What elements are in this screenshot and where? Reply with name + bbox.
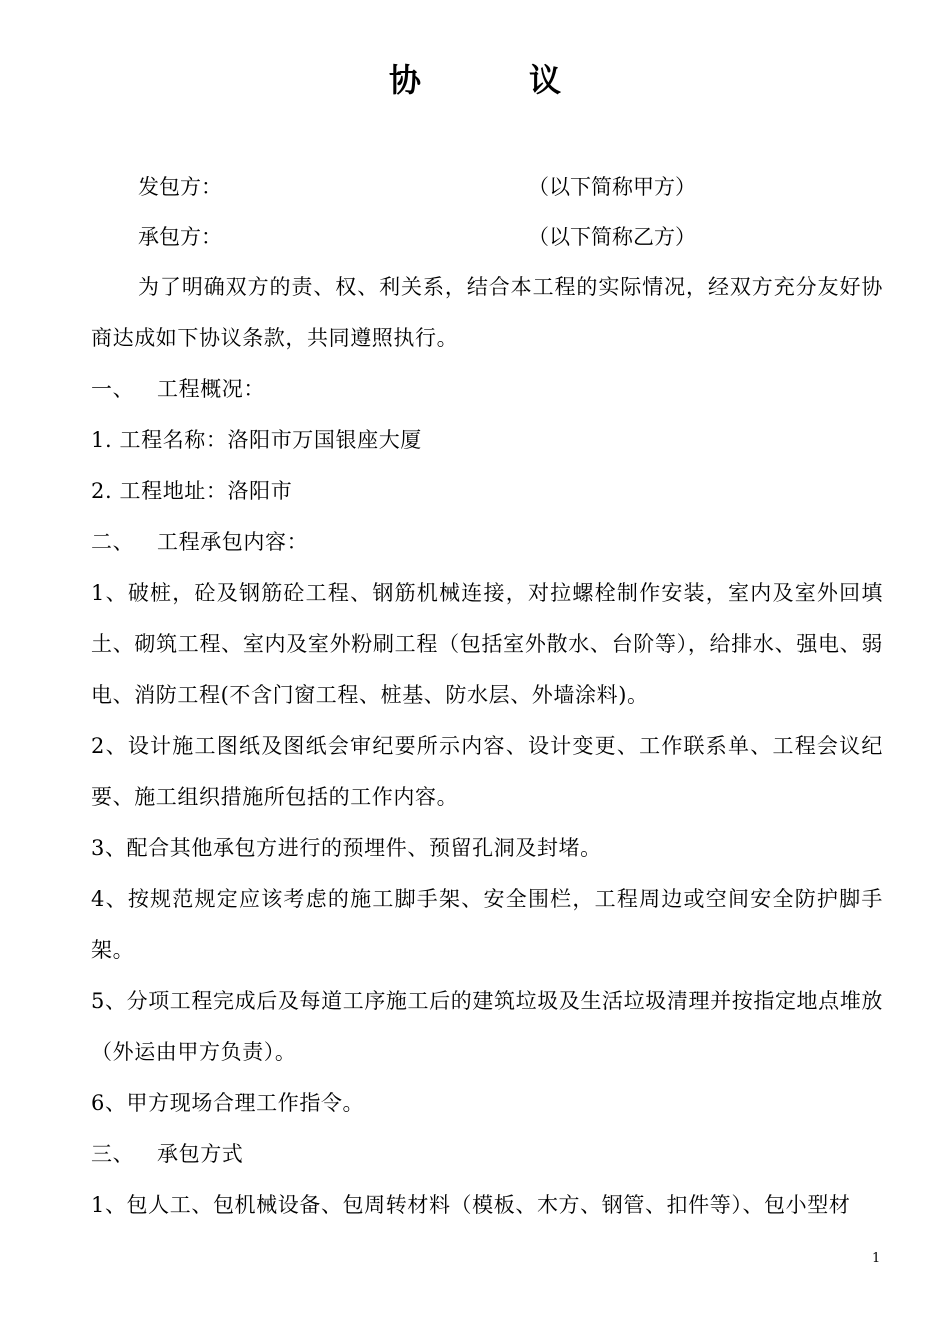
section-title: 工程概况： [157,377,265,401]
section-title: 承包方式 [157,1142,244,1166]
section-heading-scope [91,517,883,568]
scope-item: 4、按规范规定应该考虑的施工脚手架、安全围栏，工程周边或空间安全防护脚手架。 [91,887,883,962]
page-number: 1 [872,1251,881,1266]
employer-note: （以下简称甲方） [528,175,696,199]
section-number: 二、 [91,530,135,554]
section-number: 一、 [91,377,135,401]
contractor-label: 承包方： [138,225,222,249]
section-number: 三、 [91,1142,135,1166]
intro-paragraph: 为了明确双方的责、权、利关系，结合本工程的实际情况，经双方充分友好协商达成如下协议条款，共同遵照执行。 [91,275,883,350]
scope-item: 3、配合其他承包方进行的预埋件、预留孔洞及封堵。 [91,836,602,860]
document-title: 协 议 [388,61,599,99]
method-item: 1、包人工、包机械设备、包周转材料（模板、木方、钢管、扣件等）、包小型材 [91,1193,851,1217]
project-address-item: 2. 工程地址：洛阳市 [91,479,293,503]
scope-item: 2、设计施工图纸及图纸会审纪要所示内容、设计变更、工作联系单、工程会议纪要、施工组织措施所包括的工作内容。 [91,734,883,809]
section-heading-overview [91,364,883,415]
section-heading-method [91,1129,883,1180]
section-title: 工程承包内容： [157,530,309,554]
employer-label: 发包方： [138,175,222,199]
contractor-note: （以下简称乙方） [528,225,696,249]
scope-item: 1、破桩，砼及钢筋砼工程、钢筋机械连接，对拉螺栓制作安装，室内及室外回填土、砌筑工程、室内及室外粉刷工程（包括室外散水、台阶等），给排水、强电、弱电、消防工程(不含门窗工程、桩基、防水层、外墙涂料)。 [91,581,883,707]
document-body [91,262,883,1231]
scope-item: 5、分项工程完成后及每道工序施工后的建筑垃圾及生活垃圾清理并按指定地点堆放（外运由甲方负责）。 [91,989,883,1064]
scope-item: 6、甲方现场合理工作指令。 [91,1091,365,1115]
project-name-item: 1. 工程名称：洛阳市万国银座大厦 [91,428,422,452]
